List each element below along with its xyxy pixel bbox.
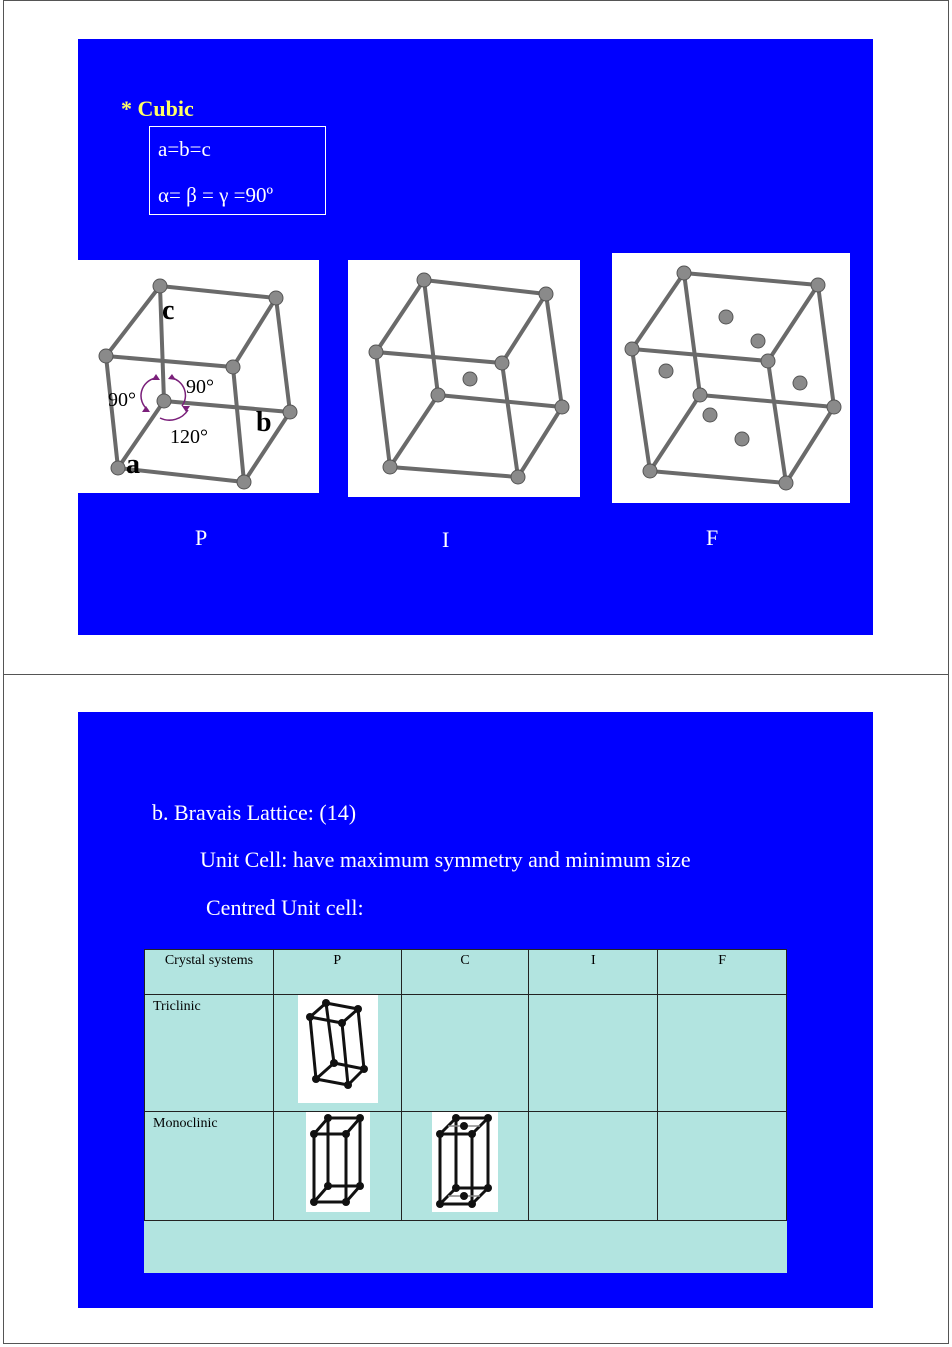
cell-triclinic-i <box>529 995 658 1112</box>
header-p: P <box>273 950 401 995</box>
header-i: I <box>529 950 658 995</box>
bravais-title: b. Bravais Lattice: (14) <box>152 800 357 825</box>
diagram-f-box <box>612 253 850 503</box>
header-crystal-systems: Crystal systems <box>145 950 274 995</box>
diagram-p-box <box>78 260 319 493</box>
heading-marker: * <box>121 96 132 121</box>
centred-unit-cell-line: Centred Unit cell: <box>206 895 364 920</box>
label-a: a <box>126 449 140 480</box>
condition-lengths: a=b=c <box>158 137 211 161</box>
cubic-f-cell <box>612 253 850 503</box>
cell-monoclinic-c <box>401 1112 529 1221</box>
lattice-label-f: F <box>706 525 719 550</box>
bravais-table <box>144 949 787 1273</box>
cubic-heading <box>121 96 194 122</box>
heading-text: Cubic <box>137 96 194 121</box>
table-row <box>145 1112 787 1221</box>
label-angle-bottom: 120° <box>170 426 208 448</box>
monoclinic-c-cell <box>432 1112 498 1212</box>
triclinic-p-cell <box>298 995 378 1103</box>
row-label-monoclinic: Monoclinic <box>145 1112 274 1221</box>
table-row <box>145 995 787 1112</box>
diagram-i-box <box>348 260 580 497</box>
cell-triclinic-p <box>273 995 401 1112</box>
cubic-i-cell <box>348 260 580 497</box>
cell-triclinic-f <box>658 995 787 1112</box>
label-c: c <box>162 295 175 326</box>
label-angle-left: 90° <box>108 389 136 411</box>
cell-triclinic-c <box>401 995 529 1112</box>
lattice-label-i: I <box>442 527 450 552</box>
cubic-p-cell <box>78 260 319 493</box>
lattice-label-p: P <box>195 525 208 550</box>
unit-cell-line: Unit Cell: have maximum symmetry and minimum size <box>200 847 691 872</box>
label-angle-right: 90° <box>186 376 214 398</box>
monoclinic-p-cell <box>306 1112 370 1212</box>
condition-angles: α= β = γ =90º <box>158 183 274 207</box>
header-c: C <box>401 950 529 995</box>
table-row <box>145 1221 787 1274</box>
cell-monoclinic-p <box>273 1112 401 1221</box>
table-empty-footer <box>145 1221 787 1274</box>
row-label-triclinic: Triclinic <box>145 995 274 1112</box>
header-f: F <box>658 950 787 995</box>
cell-monoclinic-f <box>658 1112 787 1221</box>
cell-monoclinic-i <box>529 1112 658 1221</box>
label-b: b <box>256 407 272 438</box>
